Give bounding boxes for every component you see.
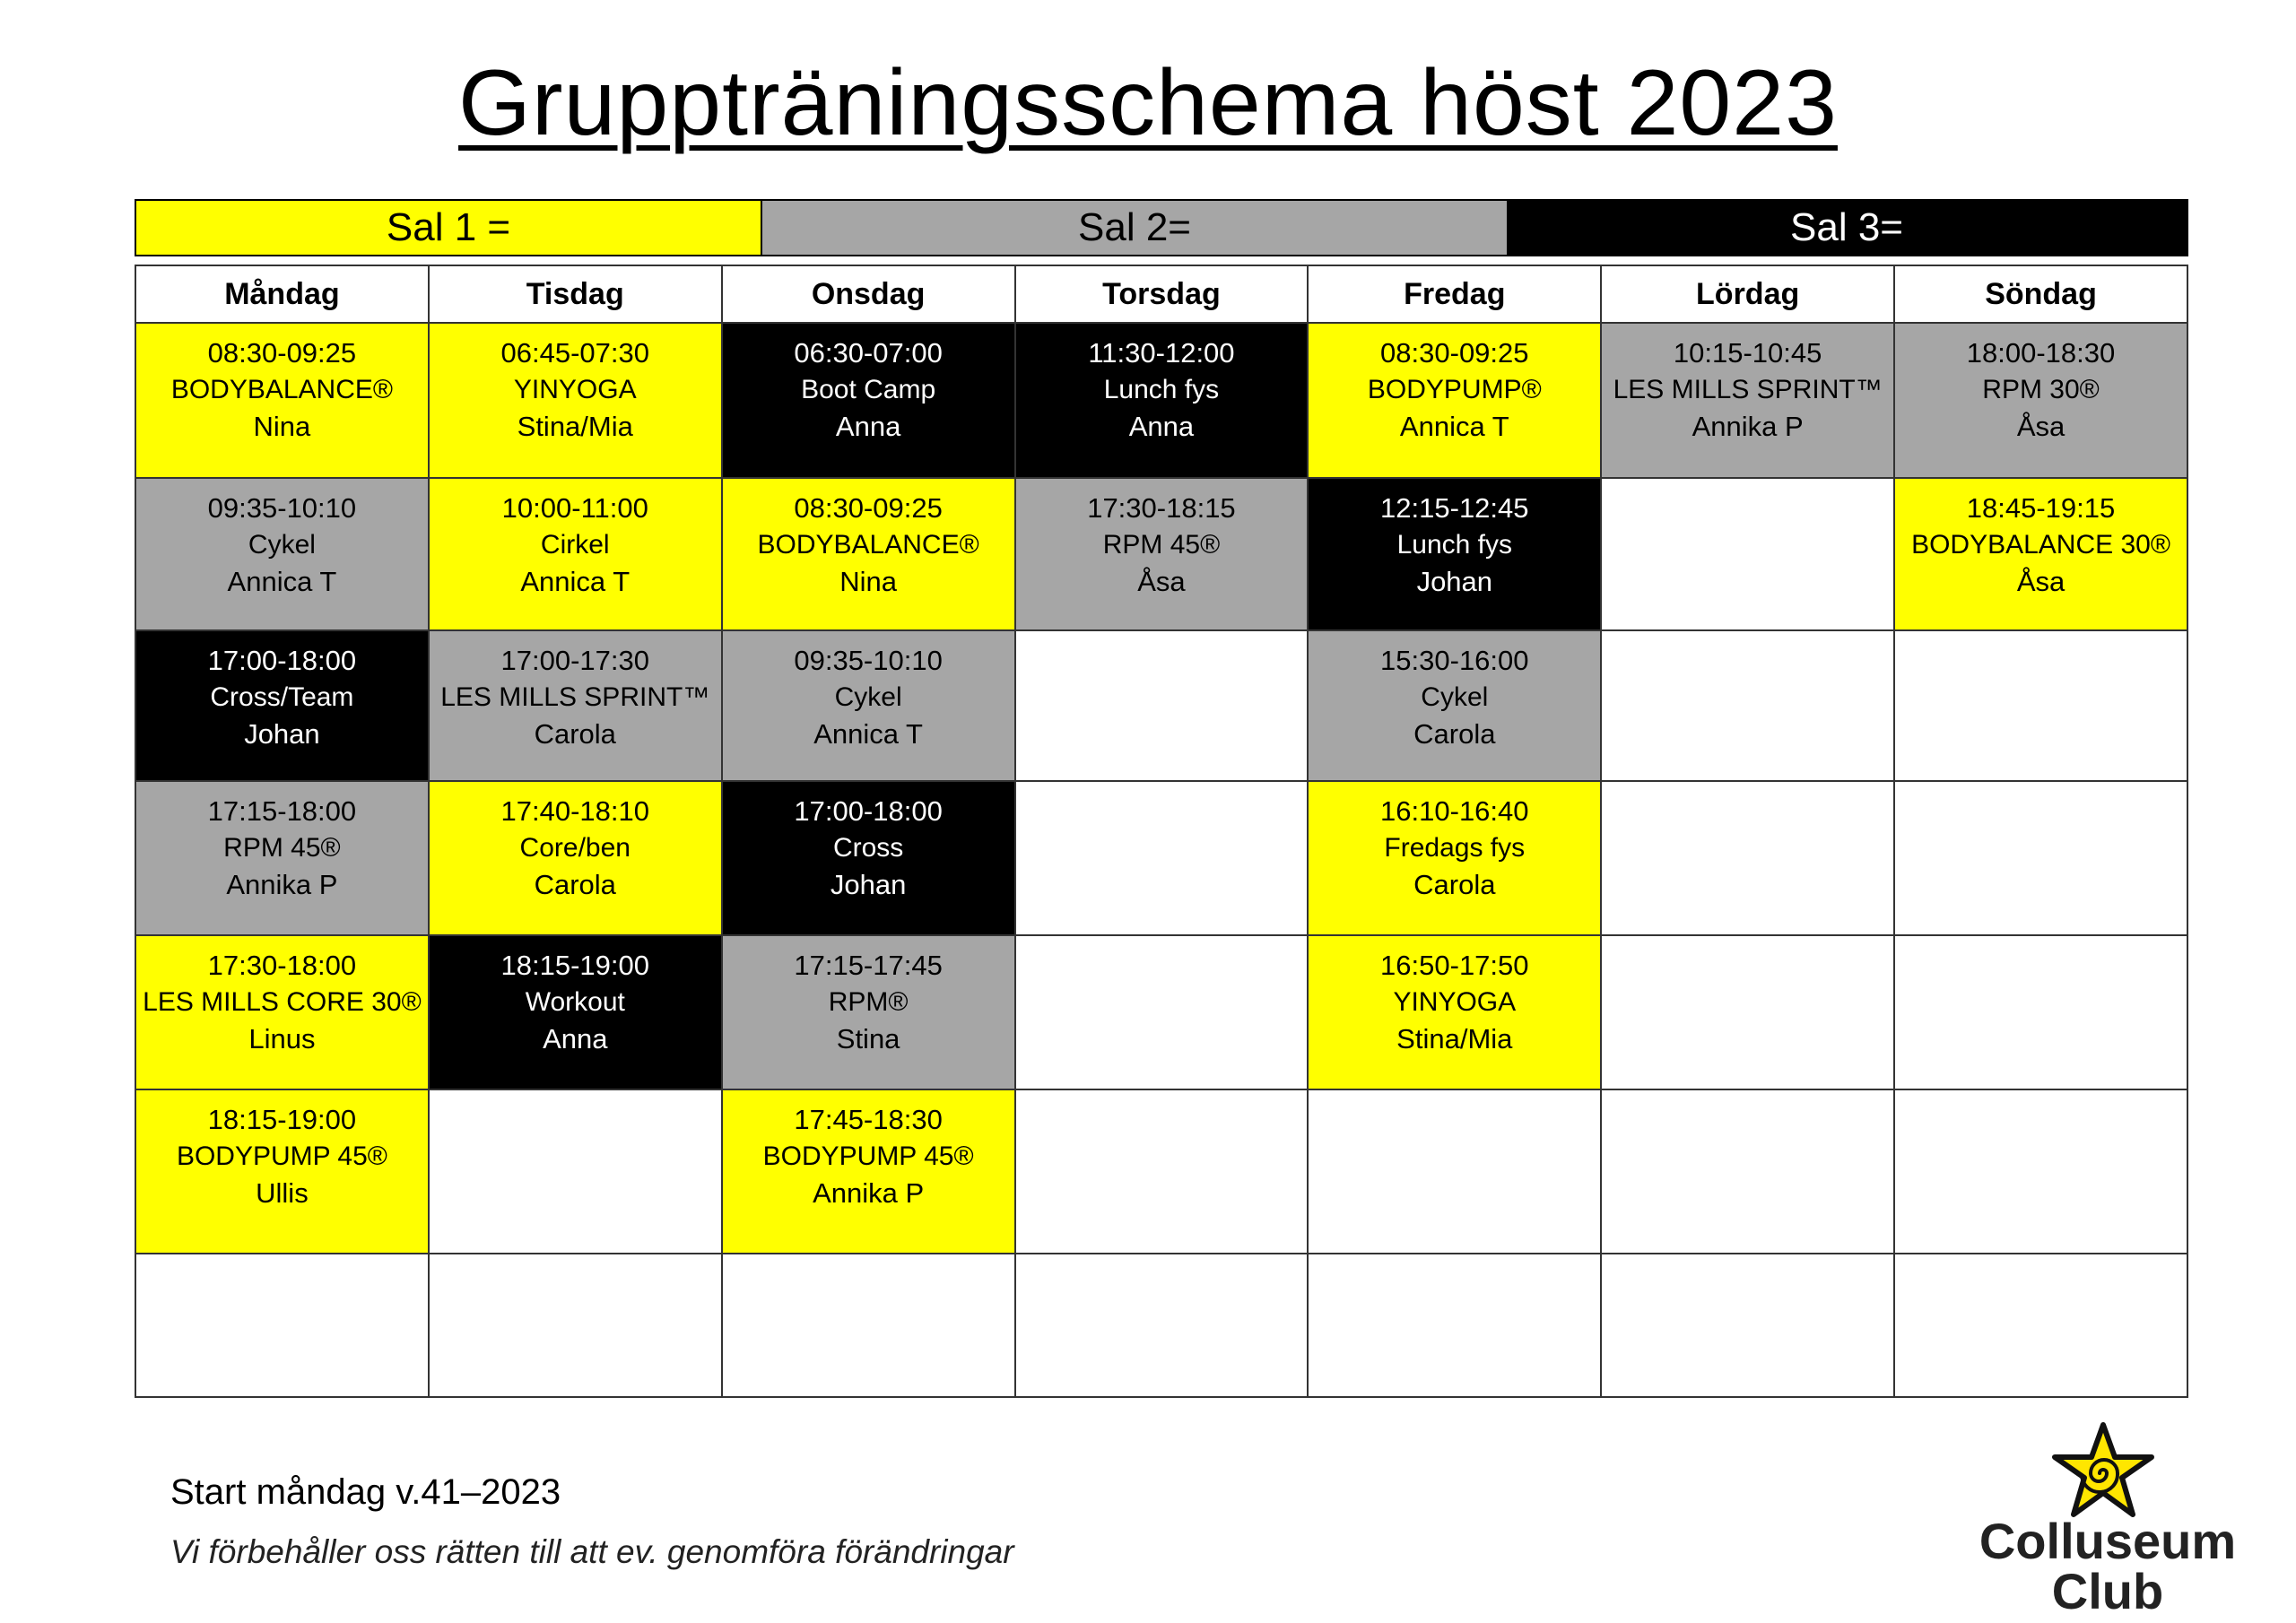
class-name: Lunch fys: [1396, 530, 1512, 560]
class-time: 08:30-09:25: [207, 337, 357, 369]
class-instructor: Carola: [534, 718, 616, 750]
class-cell: [722, 478, 1015, 630]
legend-sal-3: Sal 3=: [1507, 201, 2187, 255]
empty-cell: [1894, 630, 2187, 781]
empty-cell: [1601, 1089, 1894, 1254]
class-instructor: Åsa: [2016, 411, 2066, 442]
class-cell: [429, 478, 722, 630]
class-instructor: Åsa: [2016, 566, 2066, 597]
class-time: 16:50-17:50: [1380, 950, 1529, 981]
class-instructor: Johan: [1416, 566, 1493, 597]
class-cell: [1015, 323, 1309, 478]
legend-sal-1: Sal 1 =: [136, 201, 762, 255]
class-name: BODYBALANCE®: [757, 530, 979, 560]
class-cell: [1894, 323, 2187, 478]
class-time: 06:45-07:30: [500, 337, 649, 369]
class-time: 09:35-10:10: [207, 492, 357, 524]
class-time: 18:15-19:00: [500, 950, 649, 981]
empty-cell: [1601, 630, 1894, 781]
legend-sal-2: Sal 2=: [762, 201, 1507, 255]
class-time: 17:15-18:00: [207, 795, 357, 827]
empty-cell: [1015, 1089, 1309, 1254]
class-time: 17:00-18:00: [207, 645, 357, 676]
class-cell: [1015, 478, 1309, 630]
schedule-body: [135, 323, 2187, 1397]
star-logo-icon: [2049, 1421, 2157, 1520]
empty-cell: [1894, 1254, 2187, 1397]
class-name: BODYPUMP 45®: [762, 1141, 974, 1171]
class-instructor: Anna: [835, 411, 901, 442]
class-time: 09:35-10:10: [794, 645, 943, 676]
class-instructor: Johan: [244, 718, 320, 750]
class-instructor: Annica T: [813, 718, 923, 750]
day-header: Torsdag: [1015, 265, 1309, 323]
class-cell: [135, 935, 429, 1089]
class-time: 11:30-12:00: [1088, 337, 1235, 369]
logo-text: Colluseum Club: [1979, 1513, 2237, 1619]
class-name: RPM 45®: [223, 833, 341, 863]
class-instructor: Linus: [248, 1023, 316, 1055]
class-instructor: Annica T: [520, 566, 631, 597]
class-cell: [135, 781, 429, 935]
empty-cell: [429, 1089, 722, 1254]
class-time: 17:45-18:30: [794, 1104, 943, 1135]
class-instructor: Annica T: [227, 566, 337, 597]
empty-cell: [1894, 1089, 2187, 1254]
class-instructor: Åsa: [1137, 566, 1186, 597]
class-time: 06:30-07:00: [794, 337, 943, 369]
class-name: Core/ben: [519, 833, 631, 863]
class-cell: [722, 630, 1015, 781]
schedule-row: [135, 781, 2187, 935]
class-cell: [1308, 630, 1601, 781]
class-time: 15:30-16:00: [1380, 645, 1529, 676]
class-name: LES MILLS SPRINT™: [440, 682, 710, 712]
class-name: Cross/Team: [210, 682, 354, 712]
day-header: Söndag: [1894, 265, 2187, 323]
class-name: Lunch fys: [1103, 375, 1220, 404]
day-header: Onsdag: [722, 265, 1015, 323]
empty-cell: [1601, 781, 1894, 935]
class-cell: [722, 1089, 1015, 1254]
class-time: 10:00-11:00: [501, 492, 648, 524]
class-name: LES MILLS SPRINT™: [1613, 375, 1883, 404]
class-instructor: Nina: [839, 566, 897, 597]
class-time: 17:15-17:45: [794, 950, 943, 981]
class-instructor: Annika P: [1692, 411, 1804, 442]
empty-cell: [1015, 630, 1309, 781]
day-header: Tisdag: [429, 265, 722, 323]
class-cell: [429, 323, 722, 478]
class-name: BODYBALANCE 30®: [1911, 530, 2170, 560]
class-time: 18:45-19:15: [1966, 492, 2116, 524]
class-name: BODYPUMP®: [1367, 375, 1542, 404]
class-name: BODYPUMP 45®: [176, 1141, 387, 1171]
class-cell: [135, 630, 429, 781]
empty-cell: [1015, 781, 1309, 935]
schedule-row: [135, 935, 2187, 1089]
class-time: 08:30-09:25: [1380, 337, 1529, 369]
empty-cell: [1015, 935, 1309, 1089]
class-cell: [1308, 478, 1601, 630]
class-name: Boot Camp: [801, 375, 936, 404]
page-title: Gruppträningsschema höst 2023: [458, 51, 1838, 155]
schedule-row: [135, 1254, 2187, 1397]
day-header-row: [135, 265, 2187, 323]
class-instructor: Anna: [1128, 411, 1195, 442]
class-cell: [722, 323, 1015, 478]
class-instructor: Stina/Mia: [1396, 1023, 1513, 1055]
class-instructor: Annika P: [226, 869, 338, 900]
schedule-row: [135, 323, 2187, 478]
schedule-row: [135, 630, 2187, 781]
class-time: 17:00-18:00: [794, 795, 943, 827]
class-instructor: Anna: [543, 1023, 608, 1055]
class-name: Cirkel: [540, 530, 610, 560]
empty-cell: [1894, 781, 2187, 935]
day-header: Lördag: [1601, 265, 1894, 323]
class-instructor: Nina: [253, 411, 311, 442]
colluseum-logo: [1969, 1421, 2247, 1623]
class-cell: [429, 935, 722, 1089]
class-instructor: Carola: [534, 869, 616, 900]
class-time: 17:40-18:10: [500, 795, 649, 827]
class-time: 17:30-18:15: [1087, 492, 1236, 524]
class-instructor: Annica T: [1399, 411, 1509, 442]
class-name: RPM 45®: [1102, 530, 1221, 560]
class-cell: [1308, 781, 1601, 935]
empty-cell: [1015, 1254, 1309, 1397]
empty-cell: [429, 1254, 722, 1397]
class-time: 12:15-12:45: [1380, 492, 1529, 524]
class-name: RPM®: [828, 987, 909, 1017]
class-name: Cross: [832, 833, 904, 863]
class-instructor: Johan: [830, 869, 907, 900]
class-time: 17:00-17:30: [500, 645, 649, 676]
schedule-row: [135, 1089, 2187, 1254]
class-name: LES MILLS CORE 30®: [143, 987, 422, 1017]
empty-cell: [135, 1254, 429, 1397]
class-time: 18:00-18:30: [1966, 337, 2116, 369]
class-cell: [1308, 323, 1601, 478]
class-name: Cykel: [248, 530, 316, 560]
empty-cell: [1601, 478, 1894, 630]
class-instructor: Carola: [1413, 869, 1496, 900]
class-name: YINYOGA: [1393, 987, 1517, 1017]
class-name: Workout: [525, 987, 625, 1017]
schedule-row: [135, 478, 2187, 630]
class-instructor: Stina/Mia: [517, 411, 633, 442]
class-time: 16:10-16:40: [1380, 795, 1529, 827]
empty-cell: [1601, 1254, 1894, 1397]
class-cell: [429, 781, 722, 935]
class-name: RPM 30®: [1982, 375, 2100, 404]
class-time: 17:30-18:00: [207, 950, 357, 981]
class-cell: [722, 935, 1015, 1089]
class-cell: [1308, 935, 1601, 1089]
empty-cell: [722, 1254, 1015, 1397]
class-cell: [429, 630, 722, 781]
start-date: Start måndag v.41–2023: [170, 1472, 561, 1512]
class-cell: [135, 1089, 429, 1254]
class-name: BODYBALANCE®: [170, 375, 394, 404]
class-instructor: Ullis: [256, 1177, 309, 1209]
class-name: Cykel: [834, 682, 902, 712]
class-cell: [1894, 478, 2187, 630]
empty-cell: [1308, 1254, 1601, 1397]
class-cell: [1601, 323, 1894, 478]
class-instructor: Stina: [836, 1023, 900, 1055]
room-legend: [135, 199, 2188, 256]
class-time: 10:15-10:45: [1673, 337, 1822, 369]
class-cell: [135, 478, 429, 630]
class-instructor: Annika P: [813, 1177, 925, 1209]
day-header: Fredag: [1308, 265, 1601, 323]
empty-cell: [1308, 1089, 1601, 1254]
class-name: Cykel: [1421, 682, 1489, 712]
day-header: Måndag: [135, 265, 429, 323]
class-time: 08:30-09:25: [794, 492, 943, 524]
empty-cell: [1601, 935, 1894, 1089]
disclaimer: Vi förbehåller oss rätten till att ev. genomföra förändringar: [170, 1533, 1014, 1570]
class-cell: [135, 323, 429, 478]
schedule-table: [135, 265, 2188, 1398]
class-cell: [722, 781, 1015, 935]
empty-cell: [1894, 935, 2187, 1089]
class-name: Fredags fys: [1384, 833, 1526, 863]
class-instructor: Carola: [1413, 718, 1496, 750]
class-time: 18:15-19:00: [207, 1104, 357, 1135]
class-name: YINYOGA: [513, 375, 637, 404]
